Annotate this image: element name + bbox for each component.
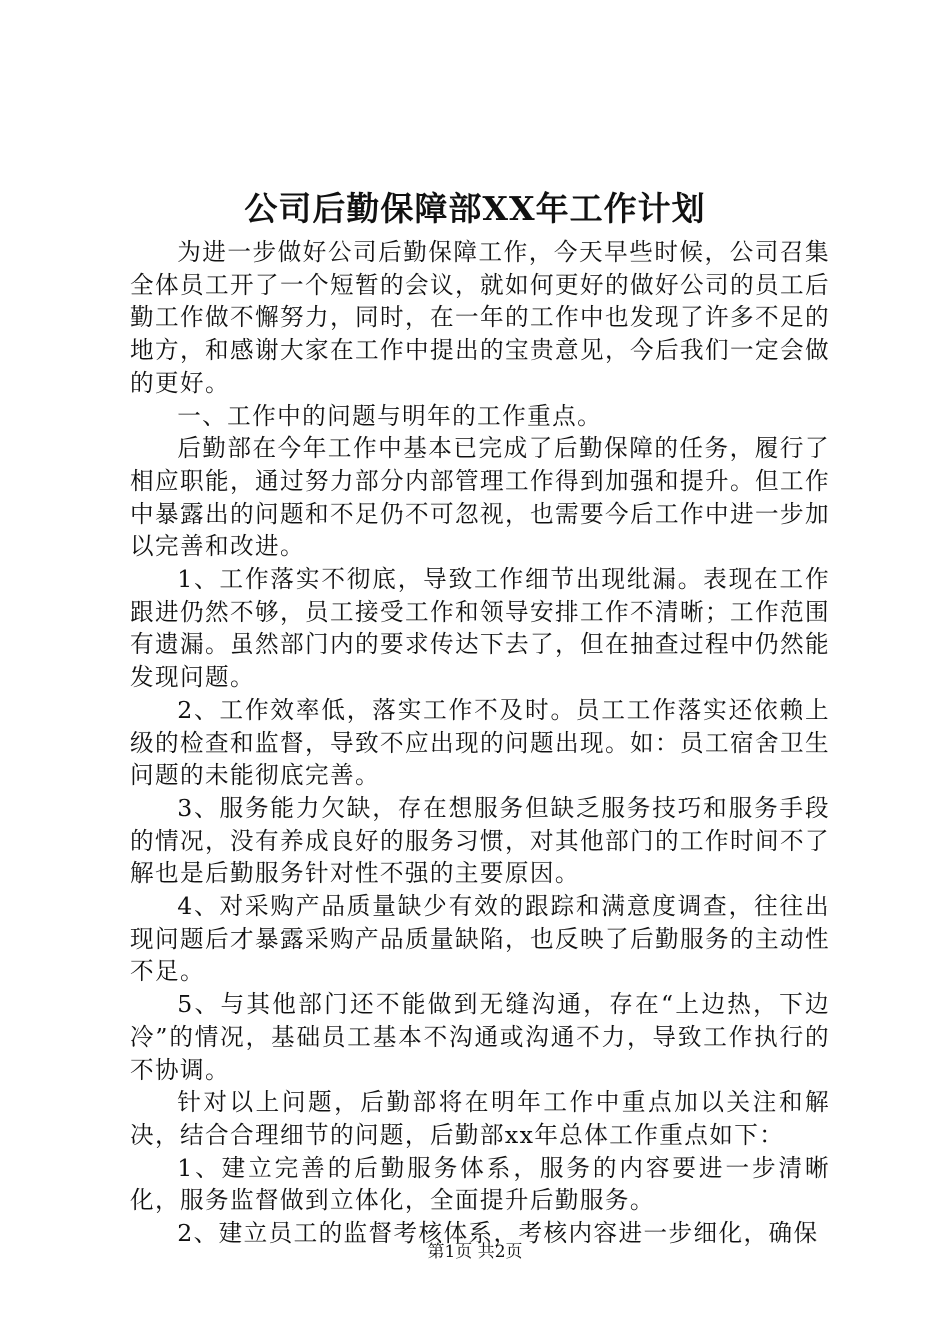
focus-item-2: 2、建立员工的监督考核体系，考核内容进一步细化，确保 bbox=[177, 1219, 819, 1248]
document-title: 公司后勤保障部XX年工作计划 bbox=[244, 189, 706, 228]
problem-item-5: 5、与其他部门还不能做到无缝沟通，存在“上边热，下边冷”的情况，基础员工基本不沟通或沟通不力，导致工作执行的不协调。 bbox=[130, 990, 830, 1084]
problem-item-4: 4、对采购产品质量缺少有效的跟踪和满意度调查，往往出现问题后才暴露采购产品质量缺陷，也反映了后勤服务的主动性不足。 bbox=[130, 892, 830, 986]
document-body bbox=[130, 236, 830, 1250]
problem-item-3: 3、服务能力欠缺，存在想服务但缺乏服务技巧和服务手段的情况，没有养成良好的服务习惯，对其他部门的工作时间不了解也是后勤服务针对性不强的主要原因。 bbox=[130, 793, 830, 888]
section-heading: 一、工作中的问题与明年的工作重点。 bbox=[177, 401, 603, 430]
focus-intro-paragraph: 针对以上问题，后勤部将在明年工作中重点加以关注和解决，结合合理细节的问题，后勤部xx年总体工作重点如下： bbox=[130, 1088, 830, 1149]
focus-item-1: 1、建立完善的后勤服务体系，服务的内容要进一步清晰化，服务监督做到立体化，全面提升后勤服务。 bbox=[130, 1153, 830, 1215]
problem-item-1: 1、工作落实不彻底，导致工作细节出现纰漏。表现在工作跟进仍然不够，员工接受工作和领导安排工作不清晰；工作范围有遗漏。虽然部门内的要求传达下去了，但在抽查过程中仍然能发现问题。 bbox=[130, 565, 830, 692]
summary-paragraph: 后勤部在今年工作中基本已完成了后勤保障的任务，履行了相应职能，通过努力部分内部管理工作得到加强和提升。但工作中暴露出的问题和不足仍不可忽视，也需要今后工作中进一步加以完善和改进。 bbox=[130, 434, 830, 561]
problem-item-2: 2、工作效率低，落实工作不及时。员工工作落实还依赖上级的检查和监督，导致不应出现的问题出现。如：员工宿舍卫生问题的未能彻底完善。 bbox=[130, 695, 830, 790]
intro-paragraph: 为进一步做好公司后勤保障工作，今天早些时候，公司召集全体员工开了一个短暂的会议，就如何更好的做好公司的员工后勤工作做不懈努力，同时，在一年的工作中也发现了许多不足的地方，和感谢大家在工作中提出的宝贵意见，今后我们一定会做的更好。 bbox=[130, 238, 830, 397]
page-number-footer: 第1页 共2页 bbox=[427, 1242, 523, 1262]
